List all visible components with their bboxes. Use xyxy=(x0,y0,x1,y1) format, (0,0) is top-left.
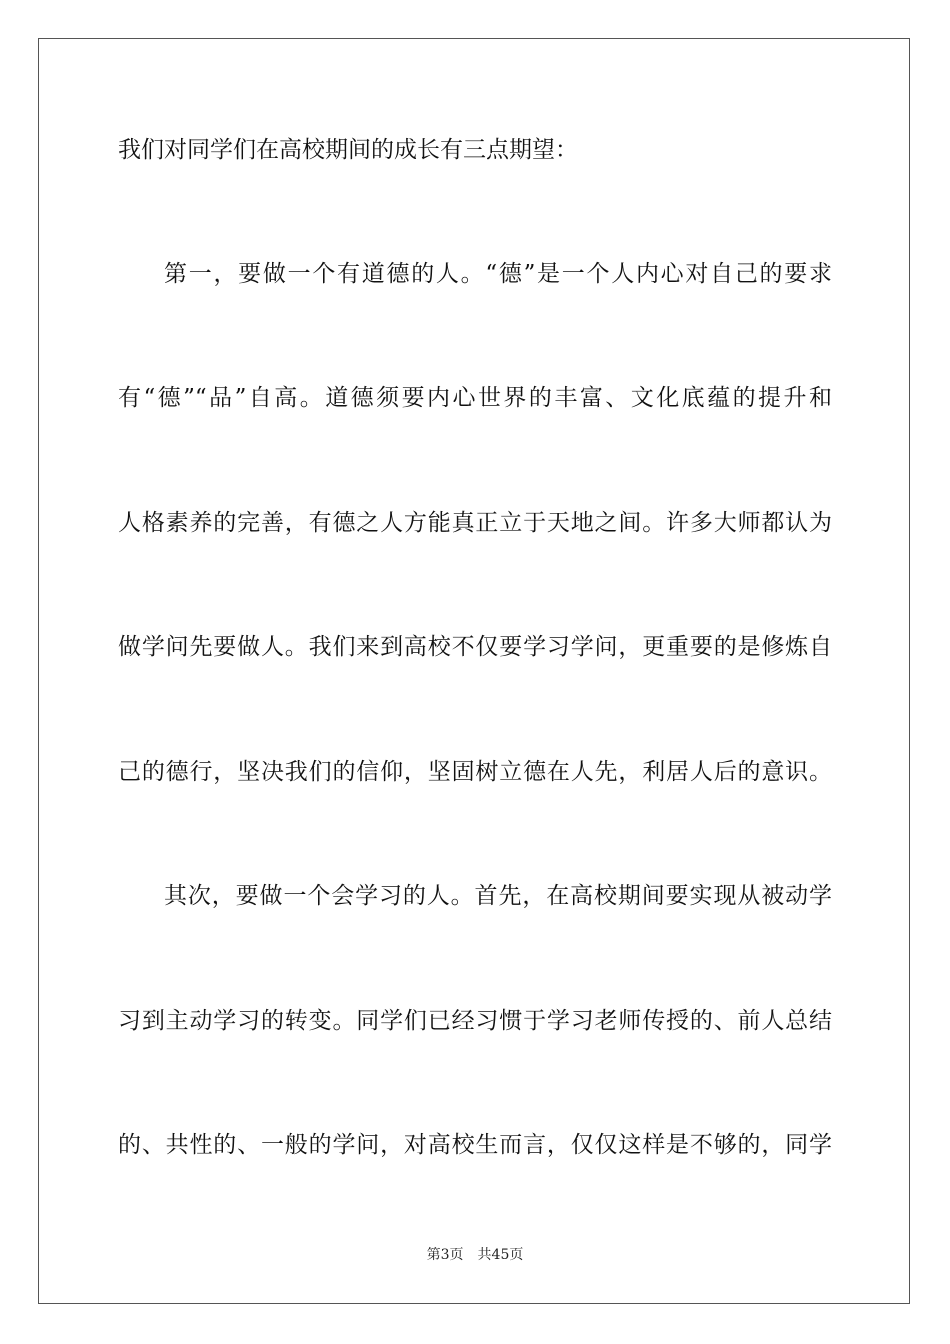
total-pages: 共45页 xyxy=(477,1247,524,1263)
text-line-8: 习到主动学习的转变。同学们已经习惯于学习老师传授的、前人总结 xyxy=(118,1008,832,1034)
text-line-7: 其次，要做一个会学习的人。首先，在高校期间要实现从被动学 xyxy=(164,883,832,909)
text-line-1: 我们对同学们在高校期间的成长有三点期望： xyxy=(118,137,578,163)
text-line-2: 第一，要做一个有道德的人。“德”是一个人内心对自己的要求 xyxy=(164,261,832,287)
text-line-5: 做学问先要做人。我们来到高校不仅要学习学问，更重要的是修炼自 xyxy=(118,634,832,660)
text-line-6: 己的德行，坚决我们的信仰，坚固树立德在人先，利居人后的意识。 xyxy=(118,759,832,785)
text-line-9: 的、共性的、一般的学问，对高校生而言，仅仅这样是不够的，同学 xyxy=(118,1132,832,1158)
text-line-3: 有“德”“品”自高。道德须要内心世界的丰富、文化底蕴的提升和 xyxy=(118,385,832,411)
text-line-4: 人格素养的完善，有德之人方能真正立于天地之间。许多大师都认为 xyxy=(118,510,832,536)
page-number: 第3页 xyxy=(426,1247,464,1263)
page-frame xyxy=(38,38,910,1304)
page-footer xyxy=(0,1246,950,1264)
